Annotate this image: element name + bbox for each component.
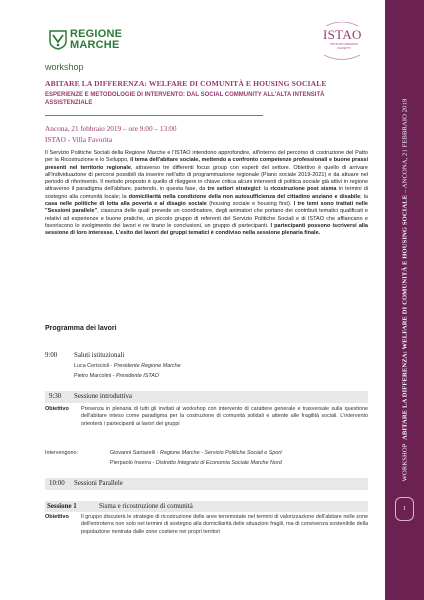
- intervention-2-role: Distretto Integrato di Economia Sociale Marche Nord: [155, 460, 282, 466]
- intro-segment: , ciascuna delle quali prevede un coordinatore, degli animatori che portano dei contributi tematici qualificati e relativi ad esperienze e buone pratiche, un piccolo gruppo di referenti del Servizio Politiche Sociali e di ISTAO che affiancano e favoriscono lo svolgimento dei lavori e ne tirano le conclusioni, un gruppo di partecipanti.: [45, 208, 368, 229]
- speaker-1: Luca Ceriscioli - Presidente Regione Marche: [74, 363, 181, 369]
- interventions-label: Intervengono:: [45, 450, 78, 456]
- parallel-title: Sessioni Parallele: [74, 480, 123, 487]
- session-1-objective-text: Il gruppo discuterà le strategie di ricostruzione delle aree terremotate nel termini di valorizzazione dell'abitare nelle zone dell'entroterra non solo nel termini di sostegno alla domiciliarità delle situazioni fragili, ma di convivenza sostenibile della popolazione rientrata dalle zone costiere nei propri territori: [81, 514, 368, 535]
- speaker-2-name: Pietro Marcolini: [74, 373, 112, 379]
- regione-marche-wordmark: [70, 29, 122, 51]
- intro-segment: in termini di sostegno alla comunità locale; la: [45, 186, 369, 200]
- intro-session-time: 9:30: [49, 393, 62, 400]
- intro-segment: ; la: [360, 193, 368, 200]
- intro-segment: casa nelle politiche di lotta alla povertà e al disagio sociale: [45, 201, 207, 208]
- sidebar-vertical-text: WORKSHOP ABITARE LA DIFFERENZA: WELFARE DI COMUNITÀ E HOUSING SOCIALE – ANCONA, 21 FEBBRAIO 2019: [401, 98, 409, 482]
- sidebar-prefix: WORKSHOP: [401, 443, 409, 482]
- sidebar-title: ABITARE LA DIFFERENZA: WELFARE DI COMUNITÀ E HOUSING SOCIALE: [401, 194, 409, 441]
- parallel-sessions-band: [45, 478, 368, 490]
- intro-session-title: Sessione introduttiva: [74, 393, 132, 400]
- intervention-2-name: Pierpaolo Inserra: [110, 460, 152, 466]
- page-number: 1: [395, 497, 414, 521]
- parallel-time: 10:00: [49, 480, 65, 487]
- logo-line-1: REGIONE: [70, 28, 123, 40]
- istao-logo: [320, 22, 364, 62]
- intro-segment: il tema dell'abitare sociale, mettendo a confronto competenze professionali e buone prassi presenti nel territorio regionale: [45, 157, 368, 171]
- intro-segment: (housing sociale e housing first).: [206, 201, 294, 208]
- event-venue: ISTAO - Villa Favorita: [45, 135, 113, 144]
- session-1-objective-label: Obiettivo: [45, 514, 69, 520]
- program-heading: Programma dei lavori: [45, 325, 117, 332]
- document-subtitle: ESPERIENZE E METODOLOGIE DI INTERVENTO: DAL SOCIAL COMMUNITY ALL'ALTA INTENSITÀ ASSISTENZIALE: [45, 92, 325, 106]
- intro-segment: ricostruzione post sisma: [270, 186, 337, 193]
- sidebar-date: ANCONA, 21 FEBBRAIO 2019: [401, 98, 409, 189]
- intro-segment: : la: [260, 186, 271, 193]
- istao-subtitle: ISTITUTO ADRIANO OLIVETTI: [330, 42, 358, 50]
- regione-marche-logo: [49, 29, 122, 51]
- logo-line-2: MARCHE: [70, 39, 120, 51]
- intro-paragraph: [45, 150, 368, 238]
- intro-objective-text: Presenza in plenaria di tutti gli invitati al workshop con intervento di carattere generale e trasversale sulla questione dell'abitare inteso come paradigma per la costruzione di comunità solidali e attente alle fragilità sociali. L'intervento orienterà i partecipanti ai lavori dei gruppi: [81, 406, 368, 427]
- speaker-2-role: Presidente ISTAO: [115, 373, 159, 379]
- intro-objective-label: Obiettivo: [45, 406, 69, 412]
- greetings-title: Saluti istituzionali: [74, 352, 125, 359]
- intervention-1-name: Giovanni Santarelli: [110, 450, 156, 456]
- session-1-title: Sisma e ricostruzione di comunità: [99, 503, 193, 510]
- intro-segment: I tre temi sono trattati nelle "Sessioni parallele": [45, 201, 368, 215]
- session-1-number: Sessione 1: [47, 503, 77, 510]
- intro-segment: , attraverso tre differenti focus group con esperti del settore. Obiettivo è quello di arrivare all'individuazione di percorsi possibili da inserire nell'atto di programmazione regionale (Piano sociale 2019-2021) e da attuare nel periodo di riferimento. Il metodo proposto è quello di rileggere in chiave critica alcuni interventi di politica sociale già attivi in regione attraverso il paradigma dell'abitare, partendo, in questa fase, da: [45, 164, 368, 193]
- speaker-1-name: Luca Ceriscioli: [74, 363, 110, 369]
- istao-wordmark: ISTAO: [323, 27, 362, 42]
- session-1-band: [45, 501, 368, 512]
- intro-segment: tre settori strategici: [207, 186, 261, 193]
- divider: [45, 115, 263, 116]
- event-date: Ancona, 21 febbraio 2019 – ore 9:00 – 13:00: [45, 124, 177, 133]
- regione-marche-emblem-icon: [49, 30, 67, 50]
- intervention-1-role: Regione Marche - Servizio Politiche Sociali e Sport: [160, 450, 282, 456]
- intervention-2: Pierpaolo Inserra - Distretto Integrato di Economia Sociale Marche Nord: [110, 460, 282, 466]
- document-title: ABITARE LA DIFFERENZA: WELFARE DI COMUNITÀ E HOUSING SOCIALE: [45, 79, 327, 88]
- greetings-time: 9:00: [45, 352, 58, 359]
- kicker: workshop: [45, 62, 84, 72]
- intro-segment: domiciliarità nella condizione della non autosufficienza del cittadino anziano e disabile: [128, 193, 361, 200]
- intro-session-band: [45, 391, 368, 403]
- speaker-2: Pietro Marcolini - Presidente ISTAO: [74, 373, 159, 379]
- intervention-1: Giovanni Santarelli - Regione Marche - Servizio Politiche Sociali e Sport: [110, 450, 282, 456]
- intro-segment: I partecipanti possono iscriversi alla sessione di loro interesse. L'esito dei lavori dei gruppi tematici è condiviso nella sessione plenaria finale.: [45, 222, 368, 237]
- intro-segment: Il Servizio Politiche Sociali della Regione Marche e l'ISTAO intendono approfondire, all'interno del percorso di costruzione del Patto per la Ricostruzione e lo Sviluppo,: [45, 150, 368, 164]
- speaker-1-role: Presidente Regione Marche: [113, 363, 181, 369]
